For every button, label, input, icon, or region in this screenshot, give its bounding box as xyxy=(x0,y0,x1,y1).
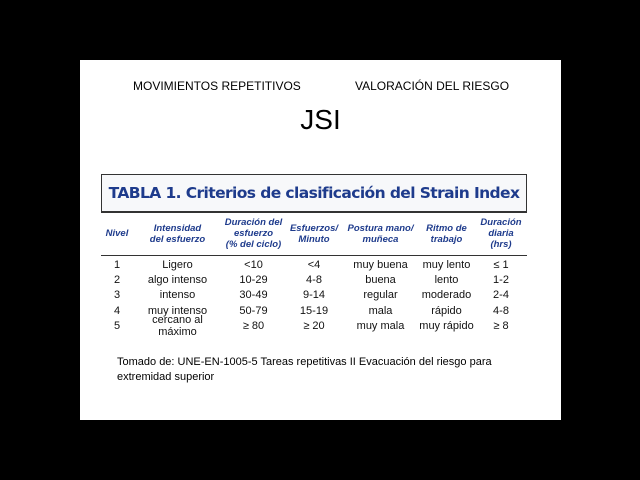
slide-title: JSI xyxy=(300,104,341,135)
table-cell: 9-14 xyxy=(302,289,326,302)
header-right: VALORACIÓN DEL RIESGO xyxy=(355,79,510,93)
table-cell: rápido xyxy=(431,304,462,317)
table-cell: 2-4 xyxy=(493,289,509,302)
caption-line-2: extremidad superior xyxy=(117,371,215,383)
strain-index-table xyxy=(101,174,527,339)
table-cell: muy buena xyxy=(353,258,408,271)
column-header-line: Ritmo de xyxy=(426,222,467,234)
table-cell: ≥ 8 xyxy=(493,320,509,333)
table-cell: 30-49 xyxy=(239,289,268,302)
column-header-line: diaria xyxy=(488,228,514,239)
column-header-line: (hrs) xyxy=(490,239,512,250)
table-cell: muy lento xyxy=(422,258,471,271)
table-cell: muy rápido xyxy=(419,320,474,333)
table-cell: 50-79 xyxy=(239,304,268,317)
slide xyxy=(80,60,561,420)
table-cell: cercano al máximo xyxy=(152,314,203,339)
column-header-line: Duración xyxy=(480,217,522,228)
column-header-line: Minuto xyxy=(298,233,330,245)
table-title: TABLA 1. Criterios de clasificación del Strain Index xyxy=(101,174,527,213)
table-row xyxy=(101,314,527,339)
column-header-line: Esfuerzos/ xyxy=(289,222,339,234)
table-cell: 4 xyxy=(113,304,121,317)
header-left: MOVIMIENTOS REPETITIVOS xyxy=(133,79,301,93)
table-cell: mala xyxy=(368,304,393,317)
table-cell: 10-29 xyxy=(239,274,268,287)
table-cell: 4-8 xyxy=(493,304,509,317)
column-header xyxy=(222,217,285,250)
column-header-line: del esfuerzo xyxy=(149,233,206,245)
table-cell: <10 xyxy=(244,258,263,271)
column-header-line: Postura mano/ xyxy=(347,222,414,234)
column-header-line: Duración del xyxy=(224,217,283,228)
table-cell: ≥ 20 xyxy=(303,320,325,333)
table-cell: Ligero xyxy=(162,258,193,271)
column-header xyxy=(343,223,418,245)
table-cell: 1 xyxy=(113,258,121,271)
table-cell: <4 xyxy=(307,258,321,271)
table-cell: 2 xyxy=(113,274,121,287)
table-cell: muy mala xyxy=(356,320,405,333)
table-cell: regular xyxy=(363,289,398,302)
column-header-line: esfuerzo xyxy=(233,228,274,239)
column-header xyxy=(418,223,475,245)
table-cell: ≥ 80 xyxy=(242,320,265,333)
column-header-line: muñeca xyxy=(362,233,399,245)
column-header-line: Intensidad xyxy=(153,222,202,234)
table-cell: muy intenso xyxy=(147,304,208,317)
table-cell: intenso xyxy=(159,289,196,302)
column-header-line: trabajo xyxy=(430,233,463,245)
column-header xyxy=(133,223,222,245)
table-cell: buena xyxy=(365,274,396,287)
table-row xyxy=(101,272,527,287)
source-caption xyxy=(117,355,517,385)
table-cell: 5 xyxy=(113,320,121,333)
table-cell: ≤ 1 xyxy=(493,258,509,271)
table-header-row xyxy=(101,212,527,256)
column-header xyxy=(285,223,343,245)
table-cell: algo intenso xyxy=(147,274,208,287)
column-header-line: Nivel xyxy=(105,228,129,239)
table-cell: moderado xyxy=(421,289,472,302)
table-cell: 15-19 xyxy=(299,304,329,317)
table-cell: 3 xyxy=(113,289,121,302)
table-row xyxy=(101,257,527,272)
caption-line-1: Tomado de: UNE-EN-1005-5 Tareas repetitivas II Evacuación del riesgo para xyxy=(117,356,492,368)
column-header xyxy=(475,217,527,250)
table-cell: 1-2 xyxy=(493,274,509,287)
table-cell: 4-8 xyxy=(306,274,322,287)
column-header xyxy=(101,228,133,239)
column-header-line: (% del ciclo) xyxy=(225,239,282,250)
table-cell: lento xyxy=(434,274,459,287)
table-row xyxy=(101,288,527,303)
